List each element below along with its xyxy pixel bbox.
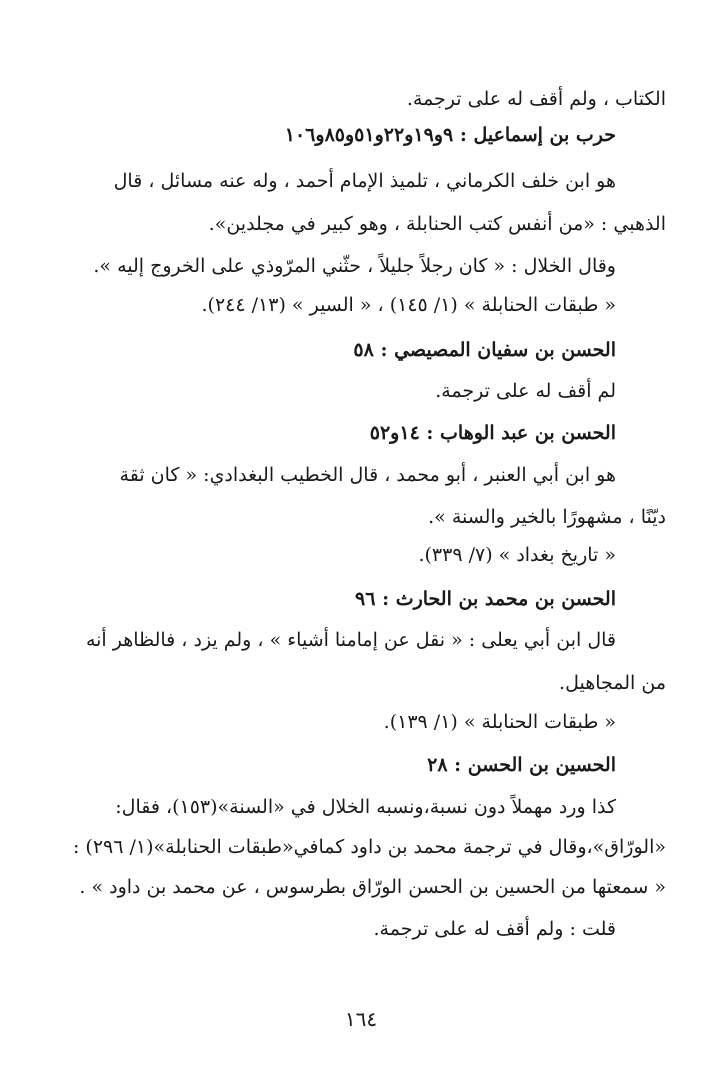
text-line: لم أقف له على ترجمة. — [435, 380, 616, 402]
text-line: من المجاهيل. — [559, 672, 666, 694]
text-line: « طبقات الحنابلة » (١/ ١٣٩). — [383, 711, 616, 733]
text-line: قال ابن أبي يعلى : « نقل عن إمامنا أشياء » ، ولم يزد ، فالظاهر أنه — [85, 629, 616, 651]
entry-heading-hasan-harith: الحسن بن محمد بن الحارث : ٩٦ — [355, 588, 616, 610]
page-number: ١٦٤ — [344, 1007, 378, 1031]
text-line: « طبقات الحنابلة » (١/ ١٤٥) ، « السير » (١٣/ ٢٤٤). — [201, 294, 616, 316]
text-line: «الورّاق»،وقال في ترجمة محمد بن داود كمافي«طبقات الحنابلة»(١/ ٢٩٦) : — [72, 836, 666, 858]
text-line: « تاريخ بغداد » (٧/ ٣٣٩). — [418, 544, 616, 566]
text-line: الكتاب ، ولم أقف له على ترجمة. — [406, 88, 666, 110]
text-line: ديّنًا ، مشهورًا بالخير والسنة ». — [428, 506, 666, 528]
text-line: هو ابن أبي العنبر ، أبو محمد ، قال الخطيب البغدادي: « كان ثقة — [119, 464, 616, 486]
entry-heading-harb: حرب بن إسماعيل : ٩و١٩و٢٢و٥١و٨٥و١٠٦ — [284, 124, 616, 146]
entry-heading-husayn: الحسين بن الحسن : ٢٨ — [427, 754, 616, 776]
text-line: وقال الخلال : « كان رجلاً جليلاً ، حثّني المرّوذي على الخروج إليه ». — [93, 255, 616, 277]
text-line: الذهبي : «من أنفس كتب الحنابلة ، وهو كبير في مجلدين». — [208, 213, 666, 235]
text-line: قلت : ولم أقف له على ترجمة. — [373, 918, 616, 940]
entry-heading-hasan-abdulwahhab: الحسن بن عبد الوهاب : ١٤و٥٢ — [369, 422, 616, 444]
text-line: هو ابن خلف الكرماني ، تلميذ الإمام أحمد ، وله عنه مسائل ، قال — [113, 170, 616, 192]
entry-heading-hasan-sufyan: الحسن بن سفيان المصيصي : ٥٨ — [353, 339, 616, 361]
text-line: كذا ورد مهملاً دون نسبة،ونسبه الخلال في «السنة»(١٥٣)، فقال: — [115, 796, 616, 818]
text-line: « سمعتها من الحسين بن الحسن الورّاق بطرسوس ، عن محمد بن داود » . — [79, 876, 666, 898]
